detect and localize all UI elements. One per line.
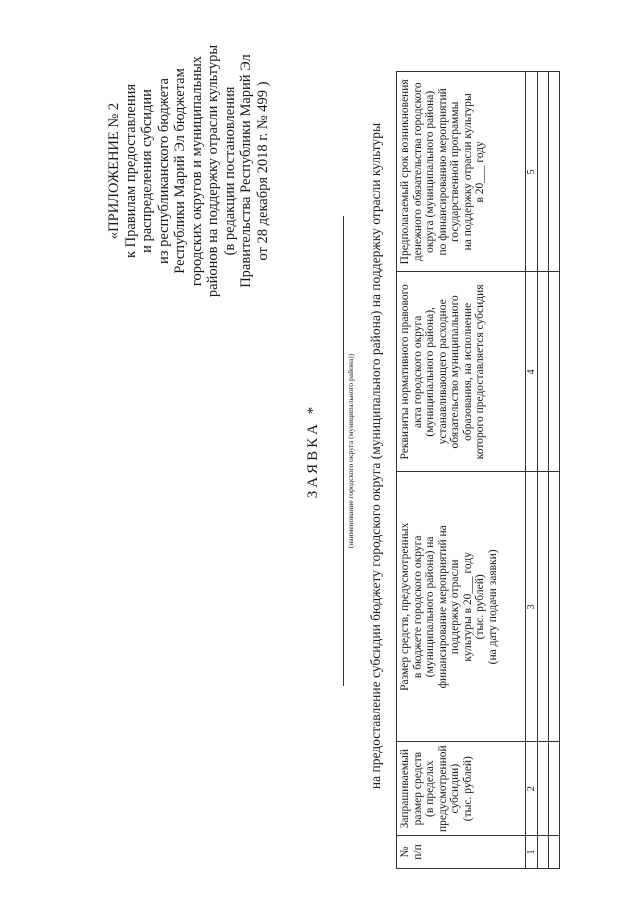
- appendix-line: (в редакции постановления: [221, 86, 238, 256]
- table-header-row: [397, 72, 526, 869]
- appendix-line: Республики Марий Эл бюджетам: [172, 68, 188, 274]
- column-number-cell: 1: [526, 836, 538, 869]
- table-empty-row: [538, 72, 549, 869]
- empty-cell: [538, 742, 549, 836]
- column-number-cell: 4: [526, 272, 538, 472]
- empty-cell: [538, 836, 549, 869]
- table-empty-row: [549, 72, 560, 869]
- header-cell-number: № п/п: [397, 836, 526, 869]
- appendix-line: «ПРИЛОЖЕНИЕ № 2: [106, 102, 122, 240]
- empty-cell: [549, 72, 560, 272]
- column-number-cell: 5: [526, 72, 538, 272]
- appendix-line: от 28 декабря 2018 г. № 499 ): [254, 81, 271, 261]
- appendix-line: районов на поддержку отрасли культуры: [205, 44, 221, 298]
- header-cell-requested-amount: Запрашиваемый размер средств (в пределах предусмотренной субсидии) (тыс. рублей): [397, 742, 526, 836]
- organization-name-caption: (наименование городского округа (муниципального района)): [346, 353, 355, 549]
- header-cell-legal-act: Реквизиты нормативного правового акта городского округа (муниципального района), устанавливающего расходное обязательство муниципального образования, на исполнение которого предоставляется субсидия: [397, 272, 526, 472]
- appendix-header: [106, 31, 271, 311]
- column-number-cell: 3: [526, 472, 538, 742]
- document-title: ЗАЯВКА *: [305, 403, 321, 499]
- organization-name-line: [343, 216, 344, 686]
- empty-cell: [549, 836, 560, 869]
- empty-cell: [549, 272, 560, 472]
- appendix-line: Правительства Республики Марий Эл: [238, 54, 254, 288]
- header-cell-obligation-date: Предполагаемый срок возникновения денежного обязательства городского округа (муниципального района) по финансированию мероприятий государственной программы на поддержку отрасли культуры в 20___ году: [397, 72, 526, 272]
- empty-cell: [549, 472, 560, 742]
- appendix-line: городских округов и муниципальных: [188, 55, 205, 287]
- column-number-cell: 2: [526, 742, 538, 836]
- application-table: [396, 71, 560, 869]
- document-subtitle: на предоставление субсидии бюджету городского округа (муниципального района) на поддержку отрасли культуры: [368, 122, 383, 790]
- empty-cell: [538, 272, 549, 472]
- header-cell-budget-amount: Размер средств, предусмотренных в бюджете городского округа (муниципального района) на финансирование мероприятий на поддержку отрасли культуры в 20___ году (тыс. рублей) (на дату подачи заявки): [397, 472, 526, 742]
- empty-cell: [538, 472, 549, 742]
- empty-cell: [538, 72, 549, 272]
- appendix-line: и распределения субсидии: [139, 89, 155, 253]
- appendix-line: из республиканского бюджета: [155, 78, 172, 264]
- appendix-line: к Правилам предоставления: [122, 83, 139, 259]
- table-column-numbers-row: [526, 72, 538, 869]
- empty-cell: [549, 742, 560, 836]
